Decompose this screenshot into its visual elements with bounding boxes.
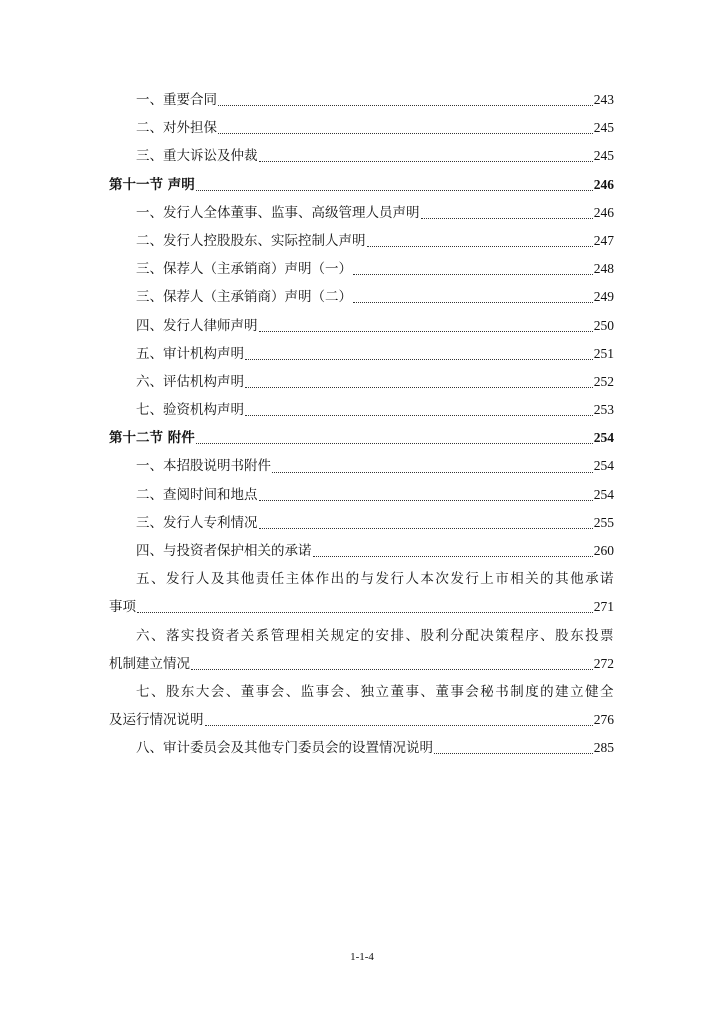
- toc-entry[interactable]: [109, 255, 614, 283]
- toc-entry-label: 机制建立情况: [109, 655, 190, 672]
- dot-leader: [259, 160, 593, 162]
- toc-entry[interactable]: [109, 734, 614, 762]
- toc-entry-label: 四、与投资者保护相关的承诺: [136, 543, 312, 559]
- dot-leader: [259, 330, 593, 332]
- dot-leader: [259, 527, 593, 529]
- toc-section-heading[interactable]: [109, 424, 614, 452]
- toc-entry[interactable]: [109, 509, 614, 537]
- toc-entry-label: 一、本招股说明书附件: [136, 458, 271, 475]
- toc-entry-label: 三、发行人专利情况: [136, 514, 258, 531]
- toc-entry-label: 一、发行人全体董事、监事、高级管理人员声明: [136, 204, 420, 221]
- toc-entry-first-line: 六 、 落 实 投 资 者 关 系 管 理 相 关 规 定 的 安 排 、 股 利 分 配 决 策 程 序 、 股 东 投 票: [136, 627, 614, 644]
- dot-leader: [353, 301, 593, 303]
- toc-entry-continuation: [109, 650, 614, 678]
- toc-entry[interactable]: [109, 199, 614, 227]
- dot-leader: [137, 611, 593, 613]
- toc-entry-multiline[interactable]: [109, 565, 614, 621]
- toc-section-heading[interactable]: [109, 171, 614, 199]
- toc-entry-page: 255: [593, 514, 614, 530]
- toc-entry[interactable]: [109, 114, 614, 142]
- toc-entry-page: 251: [593, 345, 614, 361]
- dot-leader: [196, 189, 593, 191]
- dot-leader: [272, 471, 593, 473]
- dot-leader: [367, 245, 593, 247]
- toc-entry[interactable]: [109, 396, 614, 424]
- toc-entry-continuation: [109, 593, 614, 621]
- toc-entry[interactable]: [109, 368, 614, 396]
- toc-entry-label: 五、审计机构声明: [136, 345, 244, 362]
- toc-entry-page: 254: [593, 430, 614, 446]
- toc-entry[interactable]: [109, 142, 614, 170]
- toc-entry[interactable]: [109, 283, 614, 311]
- toc-entry-page: 245: [593, 120, 614, 136]
- toc-entry-multiline[interactable]: [109, 678, 614, 734]
- toc-entry-page: 243: [593, 92, 614, 107]
- toc-entry-first-line: 七 、 股 东 大 会 、 董 事 会 、 监 事 会 、 独 立 董 事 、 董 事 会 秘 书 制 度 的 建 立 健 全: [136, 683, 614, 700]
- toc-entry-label: 二、查阅时间和地点: [136, 486, 258, 503]
- toc-entry-label: 二、发行人控股股东、实际控制人声明: [136, 232, 366, 249]
- toc-entry-page: 246: [593, 176, 614, 192]
- toc-entry-page: 250: [593, 317, 614, 333]
- dot-leader: [245, 414, 593, 416]
- dot-leader: [434, 752, 593, 754]
- toc-entry-label: 二、对外担保: [136, 120, 217, 137]
- dot-leader: [218, 132, 593, 134]
- toc-entry-label: 事项: [109, 599, 136, 616]
- toc-entry-page: 254: [593, 486, 614, 502]
- toc-entry-page: 260: [593, 543, 614, 558]
- table-of-contents: [109, 86, 614, 763]
- toc-entry-page: 249: [593, 289, 614, 305]
- toc-entry-page: 248: [593, 261, 614, 277]
- dot-leader: [313, 555, 593, 557]
- toc-entry-label: 第十二节 附件: [109, 430, 195, 447]
- toc-entry-label: 三、保荐人（主承销商）声明（一）: [136, 261, 352, 278]
- toc-entry-page: 272: [593, 655, 614, 671]
- toc-entry-label: 四、发行人律师声明: [136, 317, 258, 334]
- toc-entry[interactable]: [109, 481, 614, 509]
- toc-entry-page: 245: [593, 148, 614, 164]
- toc-entry-label: 及运行情况说明: [109, 712, 204, 729]
- toc-entry[interactable]: [109, 452, 614, 480]
- toc-entry[interactable]: [109, 312, 614, 340]
- toc-entry[interactable]: [109, 537, 614, 565]
- toc-entry-label: 第十一节 声明: [109, 176, 195, 193]
- toc-entry-page: 271: [593, 599, 614, 615]
- dot-leader: [421, 217, 593, 219]
- toc-entry[interactable]: [109, 340, 614, 368]
- toc-entry-label: 三、保荐人（主承销商）声明（二）: [136, 289, 352, 306]
- toc-entry-label: 三、重大诉讼及仲裁: [136, 148, 258, 165]
- toc-entry-page: 246: [593, 204, 614, 220]
- toc-entry-page: 253: [593, 402, 614, 418]
- toc-entry-label: 七、验资机构声明: [136, 402, 244, 419]
- toc-entry-page: 252: [593, 373, 614, 389]
- toc-entry-page: 254: [593, 458, 614, 474]
- toc-entry[interactable]: [109, 86, 614, 114]
- toc-entry-page: 247: [593, 232, 614, 248]
- dot-leader: [196, 442, 593, 444]
- toc-entry-multiline[interactable]: [109, 622, 614, 678]
- toc-entry-label: 一、重要合同: [136, 92, 217, 108]
- page-footer-number: 1-1-4: [350, 951, 374, 963]
- dot-leader: [245, 386, 593, 388]
- dot-leader: [259, 499, 593, 501]
- dot-leader: [353, 273, 593, 275]
- toc-entry-label: 八、审计委员会及其他专门委员会的设置情况说明: [136, 740, 433, 757]
- toc-entry-first-line: 五 、 发 行 人 及 其 他 责 任 主 体 作 出 的 与 发 行 人 本 次 发 行 上 市 相 关 的 其 他 承 诺: [136, 571, 614, 588]
- toc-entry-label: 六、评估机构声明: [136, 373, 244, 390]
- dot-leader: [205, 724, 593, 726]
- toc-entry[interactable]: [109, 227, 614, 255]
- toc-entry-page: 276: [593, 712, 614, 728]
- toc-entry-page: 285: [593, 740, 614, 756]
- dot-leader: [191, 668, 593, 670]
- dot-leader: [218, 104, 593, 106]
- dot-leader: [245, 358, 593, 360]
- toc-entry-continuation: [109, 706, 614, 734]
